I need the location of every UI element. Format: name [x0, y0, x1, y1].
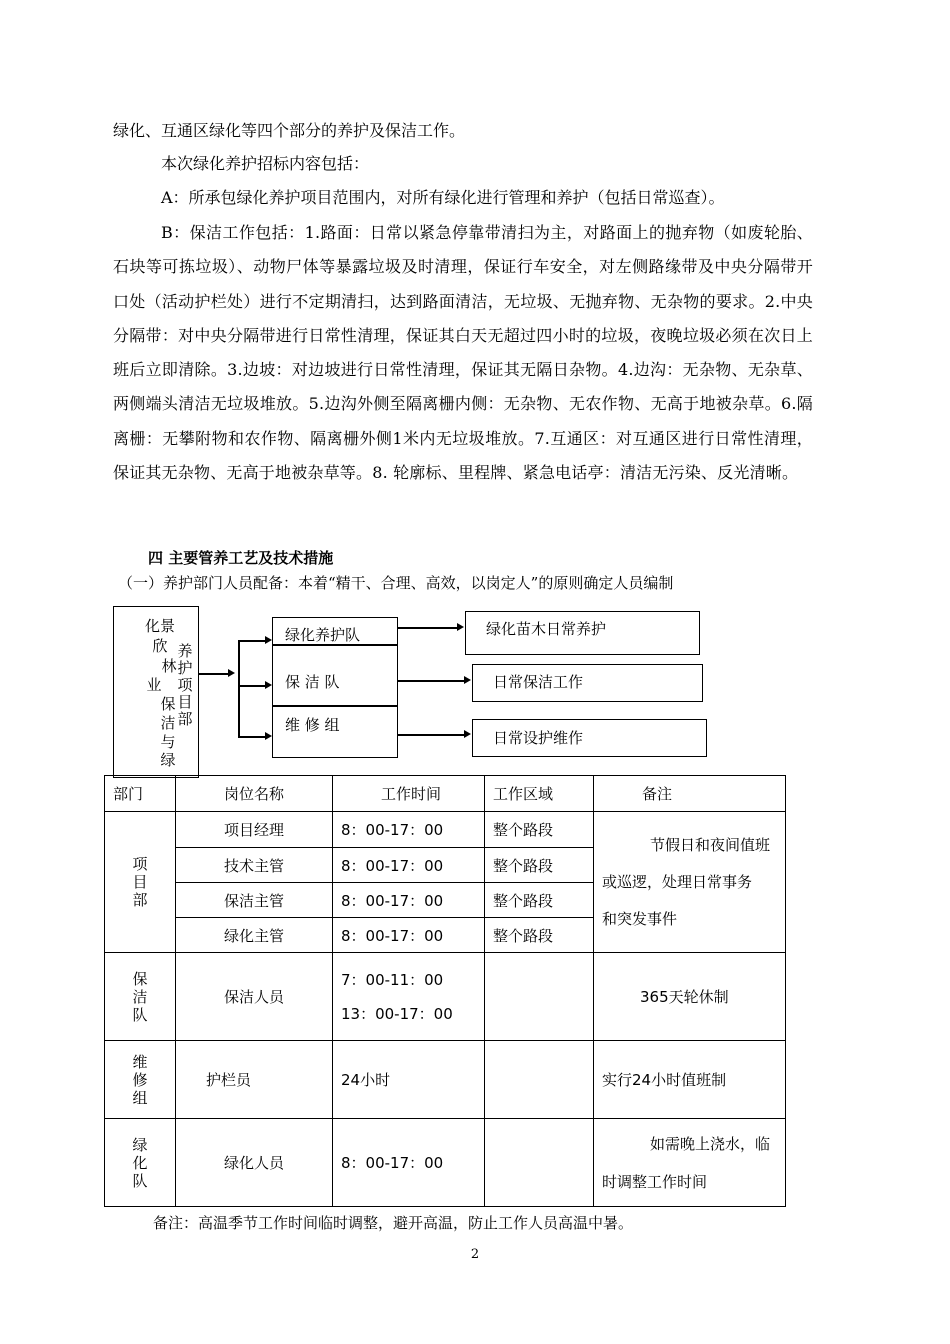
time-line: 13：00-17：00 [341, 1004, 453, 1023]
dept-cell-project: 项目部 [105, 812, 176, 953]
connector-line [398, 734, 465, 736]
note-line: 或巡逻，处理日常事务 [602, 872, 753, 891]
org-task-greening [465, 611, 700, 655]
header-cell: 工作区域 [485, 776, 594, 812]
table-header-row [105, 776, 786, 812]
header-cell: 备注 [594, 776, 786, 812]
connector-line [398, 627, 458, 629]
area-cell: 整个路段 [485, 918, 594, 953]
table-row [105, 1119, 786, 1207]
org-root-char: 洁 [160, 714, 176, 732]
position-cell: 技术主管 [176, 848, 333, 883]
org-task-label: 绿化苗木日常养护 [486, 620, 607, 638]
arrow-icon [464, 676, 471, 684]
area-cell: 整个路段 [485, 883, 594, 918]
table-row [105, 812, 786, 848]
section-heading: 四 主要管养工艺及技术措施 [148, 549, 334, 567]
org-root-char: 护 [177, 659, 193, 677]
org-task-cleaning [472, 664, 703, 702]
connector-line [238, 640, 240, 737]
org-root-char: 项 [177, 676, 193, 694]
arrow-icon [228, 669, 235, 677]
time-cell: 8：00-17：00 [333, 918, 485, 953]
area-cell: 整个路段 [485, 848, 594, 883]
org-root-char: 化景 [144, 617, 175, 635]
arrow-icon [457, 623, 464, 631]
org-root-char: 业 [146, 676, 162, 694]
header-cell: 岗位名称 [176, 776, 333, 812]
note-line: 节假日和夜间值班 [650, 835, 771, 854]
org-team-cleaning: 保 洁 队 [285, 673, 340, 691]
area-cell [485, 953, 594, 1041]
position-cell: 绿化主管 [176, 918, 333, 953]
table-row [105, 953, 786, 1041]
time-cell: 8：00-17：00 [333, 812, 485, 848]
dept-cell-cleaning: 保洁队 [105, 953, 176, 1041]
area-cell [485, 1119, 594, 1207]
org-team-greening: 绿化养护队 [285, 626, 361, 644]
arrow-icon [265, 732, 272, 740]
connector-line [238, 736, 266, 738]
table-footnote: 备注：高温季节工作时间临时调整，避开高温，防止工作人员高温中暑。 [153, 1214, 634, 1232]
org-root-char: 林 [161, 657, 177, 675]
org-task-label: 日常保洁工作 [493, 673, 584, 691]
position-cell: 保洁人员 [176, 953, 333, 1041]
note-cell: 365天轮休制 [594, 953, 786, 1041]
dept-cell-repair: 维修组 [105, 1041, 176, 1119]
time-cell: 24小时 [333, 1041, 485, 1119]
arrow-icon [265, 636, 272, 644]
position-cell: 项目经理 [176, 812, 333, 848]
time-cell: 8：00-17：00 [333, 848, 485, 883]
area-cell [485, 1041, 594, 1119]
paragraph-item-b: B：保洁工作包括：1.路面：日常以紧急停靠带清扫为主，对路面上的抛弃物（如废轮胎、石块等可拣垃圾）、动物尸体等暴露垃圾及时清理，保证行车安全，对左侧路缘带及中央分隔带开口处（活动护栏处）进行不定期清扫，达到路面清洁，无垃圾、无抛弃物、无杂物的要求。2.中央分隔带：对中央分隔带进行日常性清理，保证其白天无超过四小时的垃圾，夜晚垃圾必须在次日上班后立即清除。3.边坡：对边坡进行日常性清理，保证其无隔日杂物。4.边沟：无杂物、无杂草、两侧端头清洁无垃圾堆放。5.边沟外侧至隔离栅内侧：无杂物、无农作物、无高于地被杂草。6.隔离栅：无攀附物和农作物、隔离栅外侧1米内无垃圾堆放。7.互通区：对互通区进行日常性清理，保证其无杂物、无高于地被杂草等。8. 轮廓标、里程牌、紧急电话亭：清洁无污染、反光清晰。 [113, 223, 813, 483]
note-cell-project [594, 812, 786, 953]
arrow-icon [464, 730, 471, 738]
org-teams-box [272, 617, 398, 758]
org-root-char: 保 [160, 695, 176, 713]
org-task-label: 日常设护维作 [493, 729, 584, 747]
connector-line [398, 680, 465, 682]
position-cell: 保洁主管 [176, 883, 333, 918]
arrow-icon [265, 681, 272, 689]
position-cell: 绿化人员 [176, 1119, 333, 1207]
org-team-repair: 维 修 组 [285, 716, 340, 734]
note-cell: 实行24小时值班制 [594, 1041, 786, 1119]
org-root-char: 部 [177, 710, 193, 728]
staff-table [104, 775, 786, 1207]
time-line: 7：00-11：00 [341, 970, 444, 989]
note-line: 时调整工作时间 [602, 1172, 708, 1191]
connector-line [199, 673, 230, 675]
header-cell: 部门 [105, 776, 176, 812]
paragraph-scope-title: 本次绿化养护招标内容包括： [161, 154, 370, 173]
area-cell: 整个路段 [485, 812, 594, 848]
time-cell: 8：00-17：00 [333, 1119, 485, 1207]
header-cell: 工作时间 [333, 776, 485, 812]
paragraph-item-a: A：所承包绿化养护项目范围内，对所有绿化进行管理和养护（包括日常巡查）。 [161, 188, 725, 207]
dept-cell-green: 绿化队 [105, 1119, 176, 1207]
org-task-repair [472, 719, 707, 757]
connector-line [238, 640, 266, 642]
org-root-char: 养 [177, 642, 193, 660]
note-line: 如需晚上浇水，临 [650, 1134, 771, 1153]
connector-line [238, 685, 266, 687]
page-number: 2 [470, 1247, 480, 1262]
org-root-char: 绿 [160, 751, 176, 769]
org-root-char: 欣 [152, 637, 168, 655]
time-cell [333, 953, 485, 1041]
divider [272, 705, 398, 707]
org-root-char: 目 [177, 693, 193, 711]
paragraph-intro-tail: 绿化、互通区绿化等四个部分的养护及保洁工作。 [113, 121, 466, 140]
note-line: 和突发事件 [602, 909, 678, 928]
section-subheading: （一）养护部门人员配备：本着“精干、合理、高效，以岗定人”的原则确定人员编制 [118, 574, 674, 592]
divider [272, 644, 398, 646]
table-row [105, 1041, 786, 1119]
org-root-char: 与 [160, 733, 176, 751]
note-cell [594, 1119, 786, 1207]
time-cell: 8：00-17：00 [333, 883, 485, 918]
position-cell: 护栏员 [176, 1041, 333, 1119]
